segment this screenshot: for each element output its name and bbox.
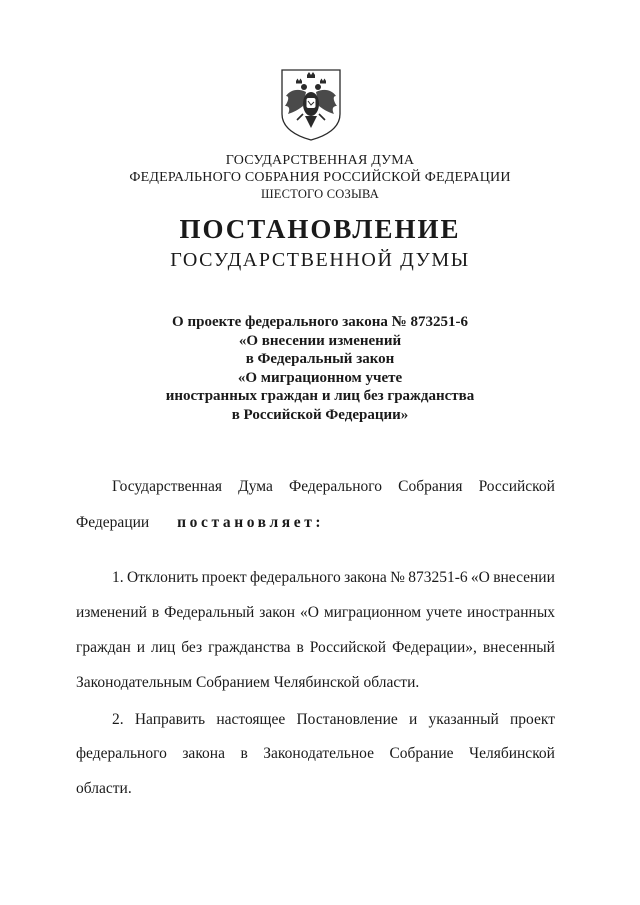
- word: «О: [299, 604, 319, 621]
- word: Отклонить: [126, 569, 199, 586]
- subject-line: О проекте федерального закона № 873251-6: [172, 314, 468, 330]
- word: Федерации»,: [392, 639, 477, 656]
- word: закон: [259, 604, 296, 621]
- word: федерального: [76, 745, 167, 762]
- word: указанный: [428, 711, 499, 728]
- word: Законодательное: [263, 745, 374, 762]
- subject-line: «О внесении изменений: [238, 332, 402, 349]
- subject-line: в Федеральный закон: [245, 351, 395, 367]
- word: «О: [470, 569, 490, 586]
- preamble-line-2: [76, 514, 324, 532]
- issuer-line-3: ШЕСТОГО СОЗЫВА: [260, 187, 380, 201]
- word: Федерального: [288, 478, 383, 495]
- word: и: [136, 639, 146, 656]
- item-1-line-1: [112, 569, 555, 587]
- item-2-line-3: области.: [76, 780, 132, 797]
- word: Челябинской: [469, 745, 555, 762]
- word: Собрания: [398, 478, 463, 495]
- word: федерального: [249, 569, 341, 586]
- word: Государственная: [112, 478, 223, 495]
- issuer-line-1: ГОСУДАРСТВЕННАЯ ДУМА: [225, 153, 415, 168]
- word: в: [151, 604, 160, 621]
- decision-verb: постановляет:: [177, 514, 325, 531]
- word: проект: [510, 711, 555, 728]
- word: и: [409, 711, 418, 728]
- word: изменений: [76, 604, 147, 621]
- item-1-line-3: [76, 639, 555, 657]
- document-subtitle: ГОСУДАРСТВЕННОЙ ДУМЫ: [170, 249, 470, 271]
- item-2-line-1: [112, 711, 555, 729]
- word: №: [390, 569, 405, 586]
- word: внесении: [493, 569, 555, 586]
- subject-line: в Российской Федерации»: [231, 406, 409, 423]
- word: Федеральный: [164, 604, 255, 621]
- word: 1.: [112, 569, 124, 586]
- word: в: [296, 639, 304, 656]
- item-1-line-4: Законодательным Собранием Челябинской области.: [76, 674, 420, 691]
- issuer-line-2: ФЕДЕРАЛЬНОГО СОБРАНИЯ РОССИЙСКОЙ ФЕДЕРАЦИИ: [129, 170, 511, 185]
- word: Российской: [309, 639, 387, 656]
- word: в: [240, 745, 248, 762]
- word: Российской: [478, 478, 555, 495]
- word: Направить: [134, 711, 206, 728]
- preamble-line-1: [112, 478, 555, 496]
- word: 873251-6: [408, 569, 468, 586]
- word: Дума: [238, 478, 273, 495]
- word: Постановление: [296, 711, 398, 728]
- item-2-line-2: [76, 745, 555, 763]
- word: внесенный: [482, 639, 555, 656]
- word: иностранных: [467, 604, 555, 621]
- item-1-line-2: [76, 604, 555, 622]
- word: проект: [201, 569, 247, 586]
- word: закона: [182, 745, 225, 762]
- word: учете: [426, 604, 463, 621]
- document-subject: [0, 313, 640, 424]
- subject-line: «О миграционном учете: [237, 369, 403, 386]
- word: без: [181, 639, 203, 656]
- subject-line: иностранных граждан и лиц без гражданства: [165, 388, 475, 404]
- word: настоящее: [216, 711, 286, 728]
- word: Собрание: [389, 745, 454, 762]
- word: лиц: [150, 639, 176, 656]
- word: миграционном: [323, 604, 422, 621]
- word: 2.: [112, 711, 124, 728]
- coat-of-arms-icon: [276, 66, 346, 142]
- document-title: ПОСТАНОВЛЕНИЕ: [179, 214, 461, 244]
- word: гражданства: [208, 639, 291, 656]
- word: Федерации: [76, 514, 150, 531]
- word: закона: [344, 569, 387, 586]
- word: граждан: [76, 639, 131, 656]
